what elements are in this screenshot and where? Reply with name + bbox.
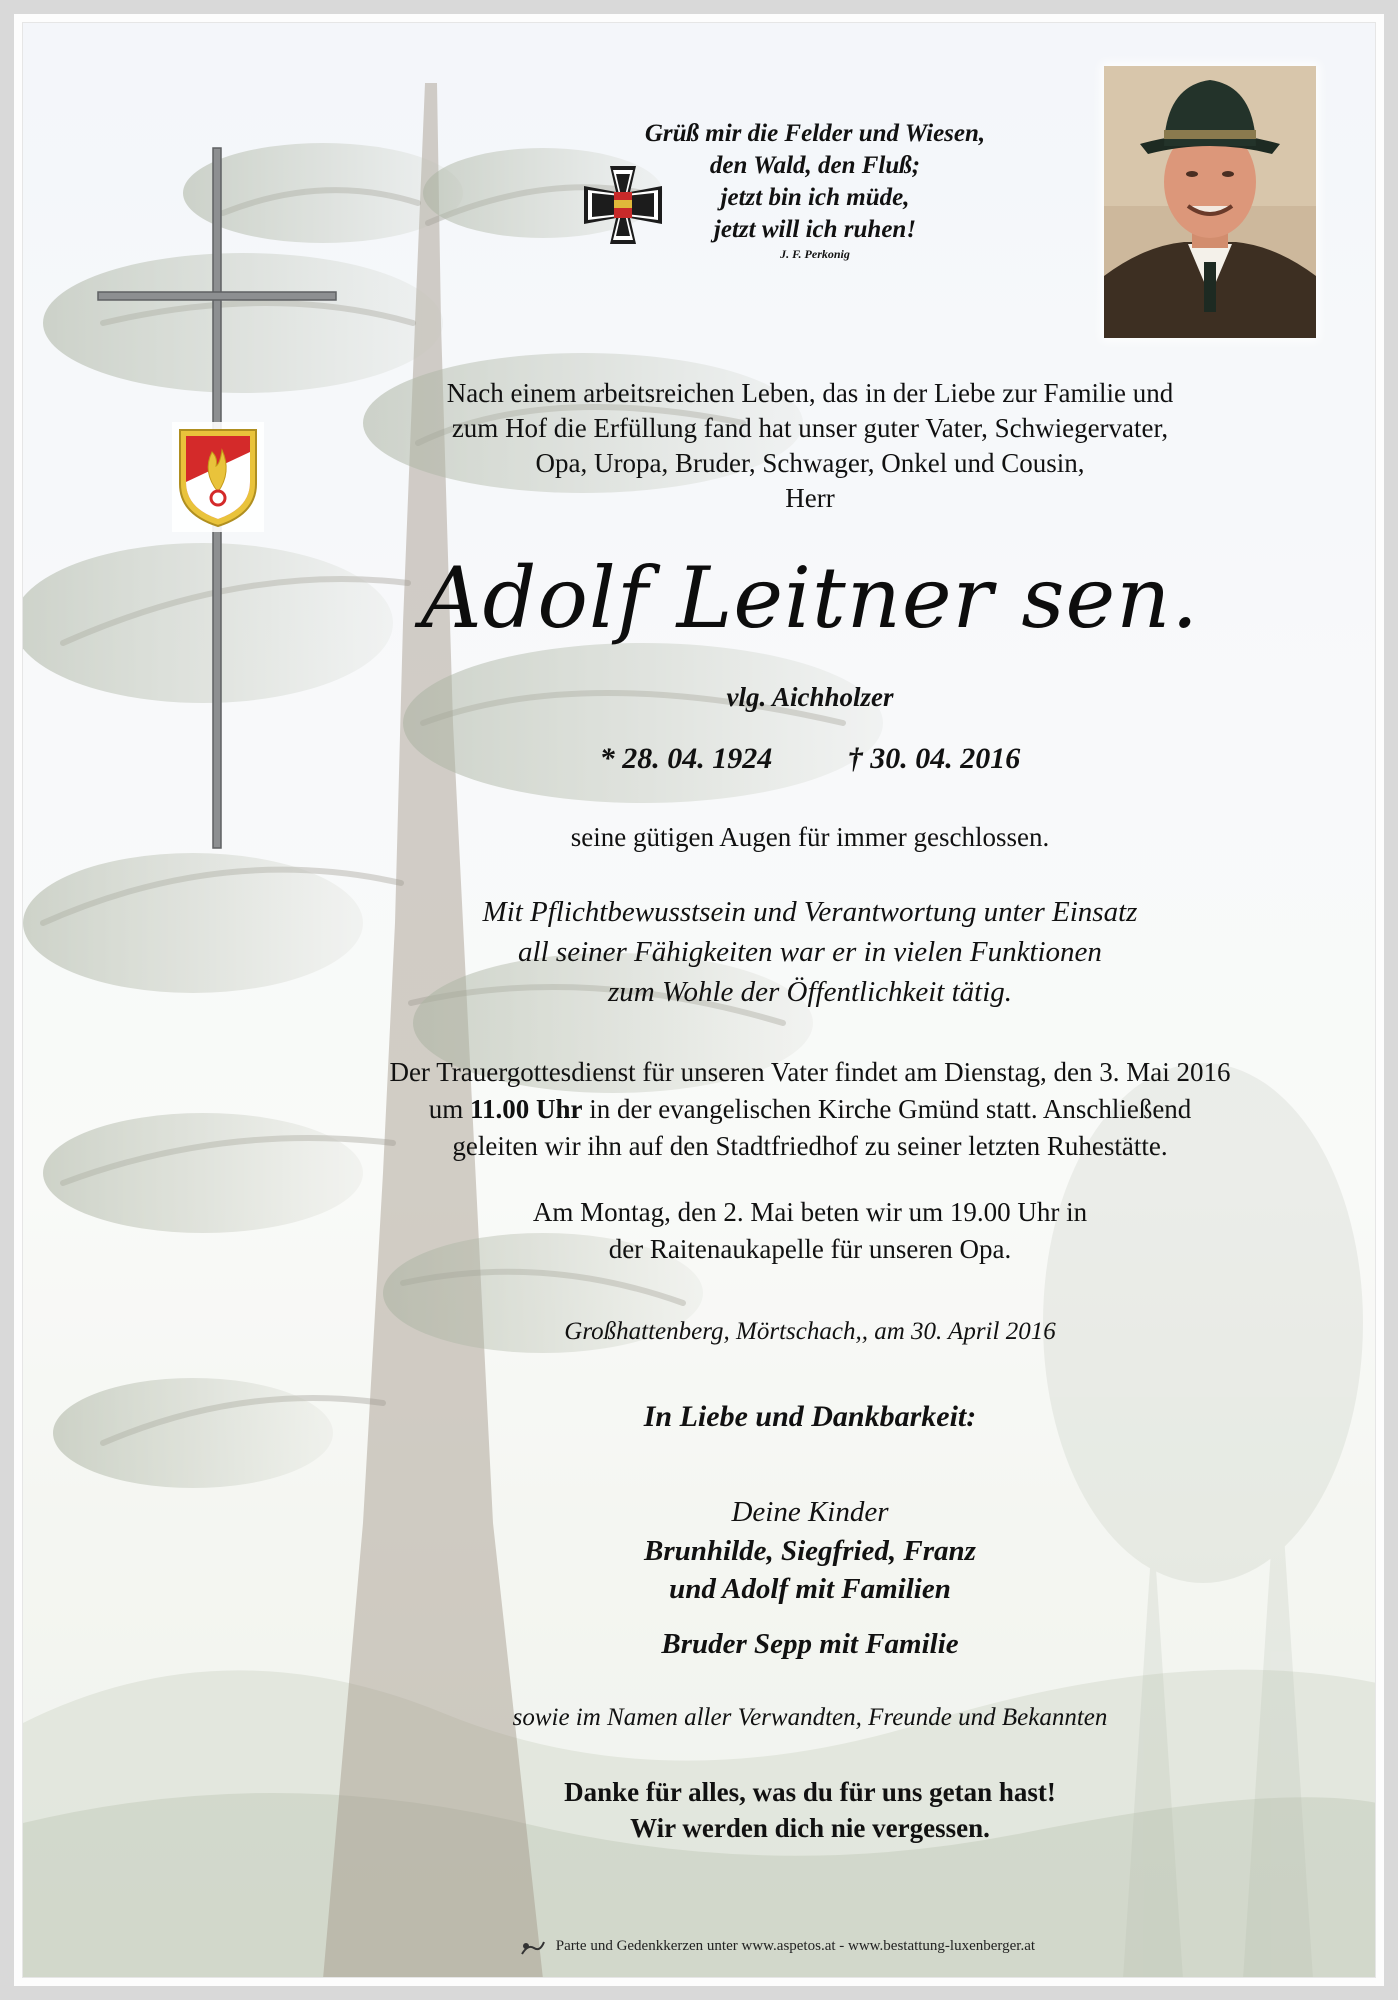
service-prefix: um [428,1094,470,1124]
intro-line: Nach einem arbeitsreichen Leben, das in der Liebe zur Familie und [446,378,1174,408]
intro-text [290,376,1330,516]
death-date: † 30. 04. 2016 [847,742,1021,775]
service-line: Der Trauergottesdienst für unseren Vater findet am Dienstag, den 3. Mai 2016 [389,1057,1231,1087]
kids-line: Brunhilde, Siegfried, Franz [644,1535,976,1567]
quote-author: J. F. Perkonig [780,247,850,261]
intro-line: zum Hof die Erfüllung fand hat unser guter Vater, Schwiegervater, [451,413,1169,443]
service-time: 11.00 Uhr [469,1094,583,1124]
quote-line: jetzt bin ich müde, [720,184,910,211]
kids-label: Deine Kinder [731,1496,889,1528]
life-dates [290,740,1330,778]
quote-line: Grüß mir die Felder und Wiesen, [644,120,986,147]
service-line: geleiten wir ihn auf den Stadtfriedhof zu seiner letzten Ruhestätte. [452,1131,1168,1161]
thanks-line: Wir werden dich nie vergessen. [630,1813,990,1843]
deceased-name: Adolf Leitner sen. [420,549,1200,647]
birth-date: * 28. 04. 1924 [599,742,773,775]
place-date: Großhattenberg, Mörtschach,, am 30. April 2016 [564,1318,1056,1345]
quote-line: jetzt will ich ruhen! [713,216,917,243]
service-suffix: in der evangelischen Kirche Gmünd statt. Anschließend [582,1094,1192,1124]
prayer-text [290,1194,1330,1268]
prayer-line: Am Montag, den 2. Mai beten wir um 19.00 Uhr in [532,1197,1088,1227]
thanks-text [290,1774,1330,1846]
intro-line: Herr [785,483,835,513]
candle-icon [520,1938,546,1956]
relatives-line: sowie im Namen aller Verwandten, Freunde und Bekannten [512,1704,1108,1731]
brother-line: Bruder Sepp mit Familie [661,1628,959,1660]
intro-line: Opa, Uropa, Bruder, Schwager, Onkel und Cousin, [535,448,1085,478]
thanks-line: Danke für alles, was du für uns getan hast! [564,1777,1056,1807]
footer [520,1936,1120,1956]
footer-text[interactable]: Parte und Gedenkkerzen unter www.aspetos.at - www.bestattung-luxenberger.at [555,1938,1036,1954]
quote [600,118,1030,262]
love-heading: In Liebe und Dankbarkeit: [643,1400,977,1433]
prayer-line: der Raitenaukapelle für unseren Opa. [608,1234,1012,1264]
vulgo-name: vlg. Aichholzer [726,682,894,712]
duty-line: zum Wohle der Öffentlichkeit tätig. [607,976,1013,1008]
funeral-service-text [290,1054,1330,1165]
quote-line: den Wald, den Fluß; [709,152,921,179]
fire-brigade-crest-icon [172,422,264,532]
service-line [290,1091,1330,1128]
kids-line: und Adolf mit Familien [669,1573,951,1605]
duty-text [290,892,1330,1012]
duty-line: Mit Pflichtbewusstsein und Verantwortung unter Einsatz [482,896,1138,928]
closed-text: seine gütigen Augen für immer geschlossen. [570,822,1050,852]
kids-names [290,1532,1330,1608]
portrait-photo [1104,66,1316,338]
duty-line: all seiner Fähigkeiten war er in vielen Funktionen [518,936,1102,968]
